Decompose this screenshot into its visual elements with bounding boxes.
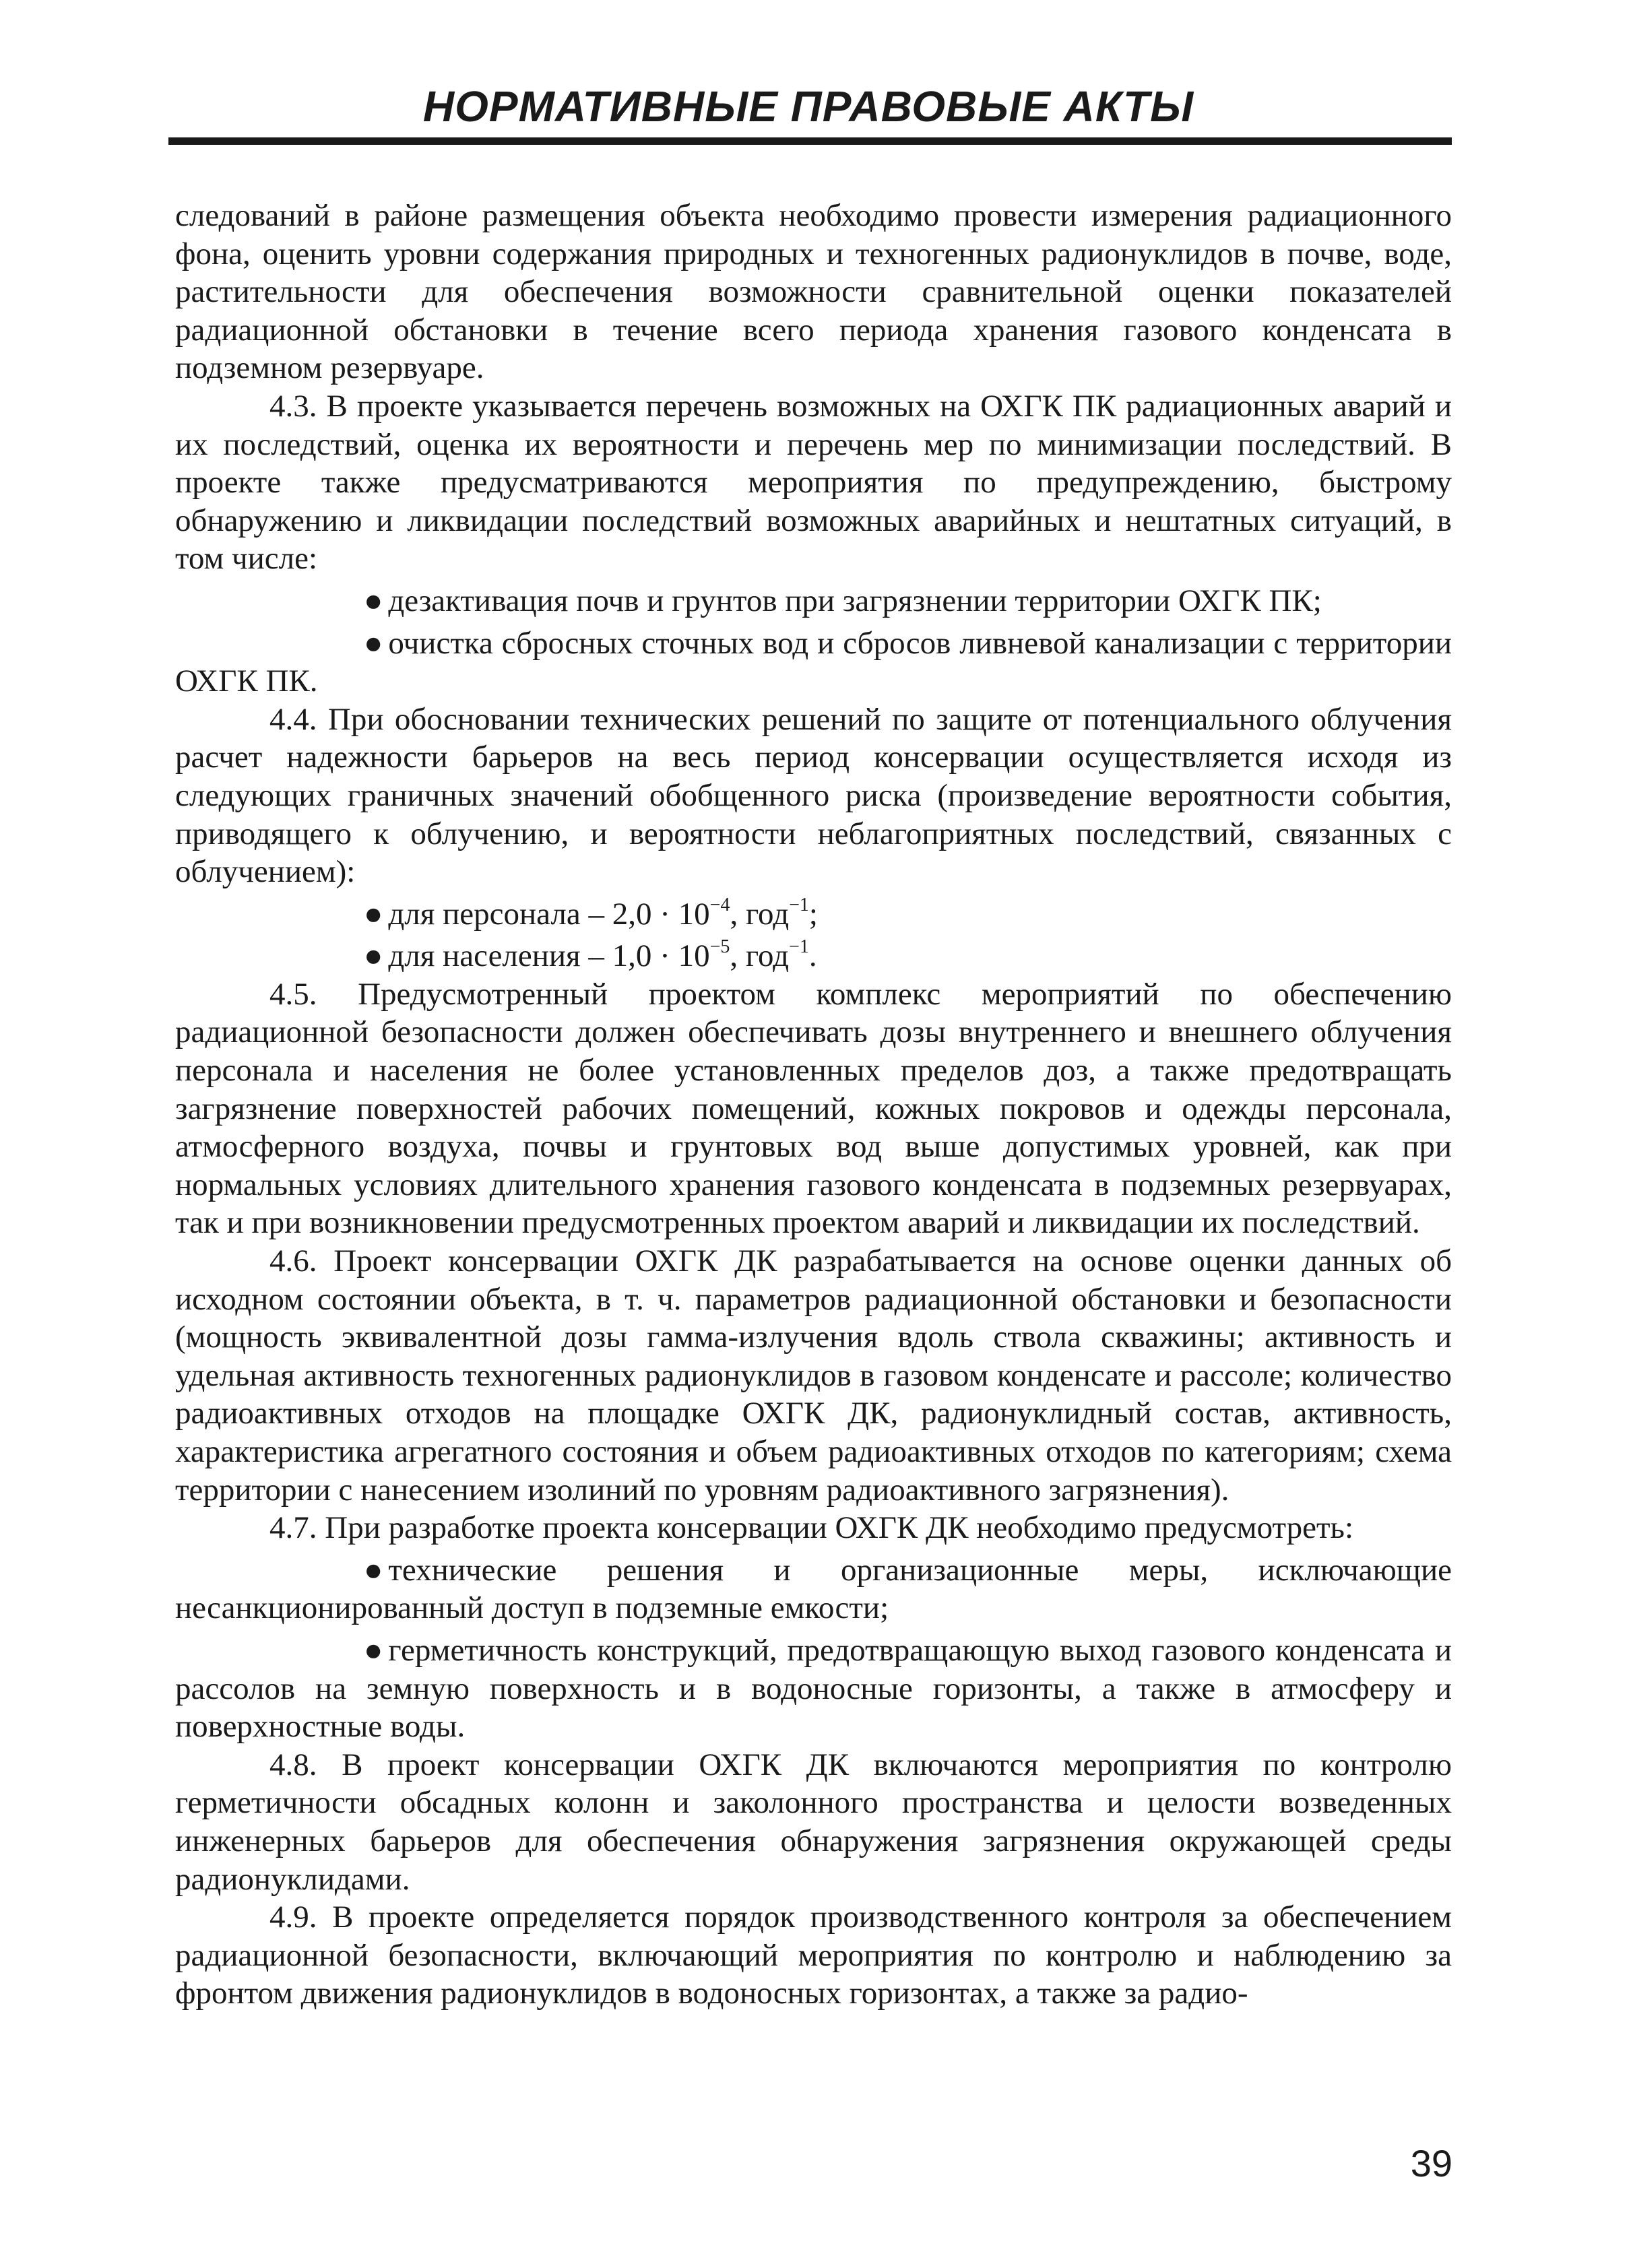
paragraph-continuation: следований в районе размещения объекта необходимо провести измерения радиационного фона, оценить уровни содержания природных и техногенных радионуклидов в почве, воде, растительности для обеспечения возможности сравнительной оценки показателей радиационной обстановки в течение всего периода хранения газового конденсата в подземном резервуаре. <box>175 198 1452 386</box>
risk-personnel-unit-exponent: −1 <box>789 894 809 915</box>
bullet-text: дезактивация почв и грунтов при загрязнении территории ОХГК ПК; <box>388 583 1322 618</box>
bullet-dot-icon: ● <box>364 896 383 932</box>
risk-personnel-exponent: −4 <box>709 894 730 915</box>
bullet-dot-icon: ● <box>364 625 383 661</box>
page-number: 39 <box>1410 2142 1452 2184</box>
header-rule <box>168 137 1452 145</box>
bullet-item <box>175 582 1452 620</box>
bullet-text: герметичность конструкций, предотвращающую выход газового конденсата и рассолов на земную поверхность и в водоносные горизонты, а также в атмосферу и поверхностные воды. <box>175 1632 1452 1745</box>
risk-population-unit: , год <box>730 938 790 974</box>
risk-population-exponent: −5 <box>709 936 730 958</box>
bullet-dot-icon: ● <box>364 1552 383 1588</box>
bullet-item <box>175 624 1452 701</box>
risk-personnel-tail: ; <box>808 896 818 932</box>
document-body <box>175 197 1452 2013</box>
bullet-dot-icon: ● <box>364 583 383 618</box>
bullet-item <box>175 895 1452 934</box>
risk-population-unit-exponent: −1 <box>789 936 809 958</box>
paragraph-4-5: 4.5. Предусмотренный проектом комплекс мероприятий по обеспечению радиационной безопасности должен обеспечивать дозы внутреннего и внешнего облучения персонала и населения не более установленных пределов доз, а также предотвращать загрязнение поверхностей рабочих помещений, кожных покровов и одежды персонала, атмосферного воздуха, почвы и грунтовых вод выше допустимых уровней, как при нормальных условиях длительного хранения газового конденсата в подземных резервуарах, так и при возникновении предусмотренных проектом аварий и ликвидации их последствий. <box>175 976 1452 1241</box>
bullet-item <box>175 937 1452 975</box>
bullet-text: технические решения и организационные меры, исключающие несанкционированный доступ в подземные емкости; <box>175 1552 1452 1626</box>
page-header-title: НОРМАТИВНЫЕ ПРАВОВЫЕ АКТЫ <box>422 82 1194 131</box>
bullet-text: очистка сбросных сточных вод и сбросов ливневой канализации с территории ОХГК ПК. <box>175 625 1452 699</box>
paragraph-4-7: 4.7. При разработке проекта консервации ОХГК ДК необходимо предусмотреть: <box>269 1510 1354 1546</box>
bullet-dot-icon: ● <box>364 938 383 974</box>
paragraph-4-4: 4.4. При обосновании технических решений по защите от потенциального облучения расчет надежности барьеров на весь период консервации осуществляется исходя из следующих граничных значений обобщенного риска (произведение вероятности события, приводящего к облучению, и вероятности неблагоприятных последствий, связанных с облучением): <box>175 701 1452 890</box>
bullet-dot-icon: ● <box>364 1632 383 1668</box>
paragraph-4-8: 4.8. В проект консервации ОХГК ДК включаются мероприятия по контролю герметичности обсадных колонн и заколонного пространства и целости возведенных инженерных барьеров для обеспечения обнаружения загрязнения окружающей среды радионуклидами. <box>175 1747 1452 1897</box>
risk-population-tail: . <box>808 938 817 974</box>
risk-personnel-unit: , год <box>730 896 790 932</box>
paragraph-4-9: 4.9. В проекте определяется порядок производственного контроля за обеспечением радиационной безопасности, включающий мероприятия по контролю и наблюдению за фронтом движения радионуклидов в водоносных горизонтах, а также за радио- <box>175 1900 1452 2011</box>
bullet-item <box>175 1631 1452 1746</box>
risk-population-lead: для населения – 1,0 · 10 <box>388 938 710 974</box>
bullet-item <box>175 1551 1452 1627</box>
paragraph-4-6: 4.6. Проект консервации ОХГК ДК разрабатывается на основе оценки данных об исходном состоянии объекта, в т. ч. параметров радиационной обстановки и безопасности (мощность эквивалентной дозы гамма-излучения вдоль ствола скважины; активность и удельная активность техногенных радионуклидов в газовом конденсате и рассоле; количество радиоактивных отходов на площадке ОХГК ДК, радионуклидный состав, активность, характеристика агрегатного состояния и объем радиоактивных отходов по категориям; схема территории с нанесением изолиний по уровням радиоактивного загрязнения). <box>175 1243 1452 1508</box>
paragraph-4-3: 4.3. В проекте указывается перечень возможных на ОХГК ПК радиационных аварий и их последствий, оценка их вероятности и перечень мер по минимизации последствий. В проекте также предусматриваются мероприятия по предупреждению, быстрому обнаружению и ликвидации последствий возможных аварийных и нештатных ситуаций, в том числе: <box>175 388 1452 577</box>
risk-personnel-lead: для персонала – 2,0 · 10 <box>388 896 710 932</box>
